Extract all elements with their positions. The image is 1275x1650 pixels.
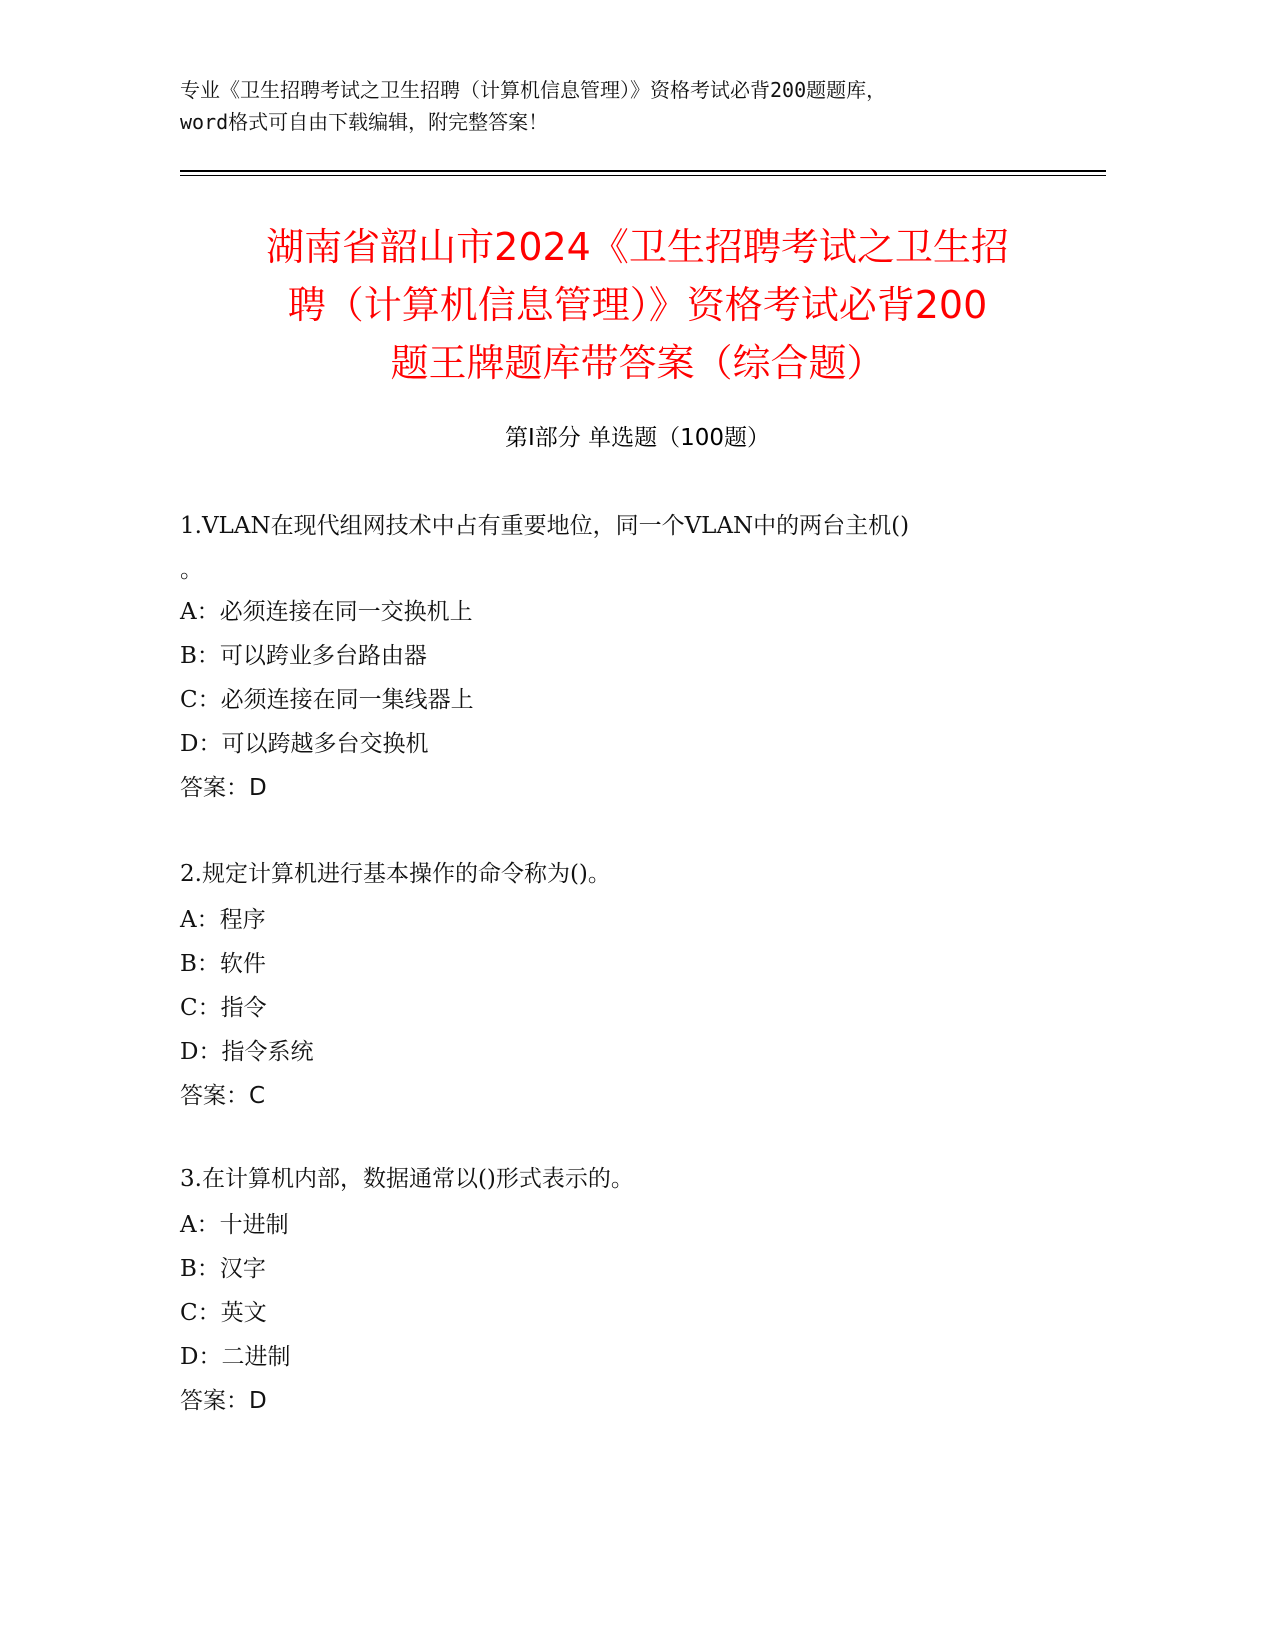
header-note-line-2: word格式可自由下载编辑，附完整答案！ xyxy=(180,110,549,134)
question-stem-continuation: 。 xyxy=(180,557,203,583)
option-d: D：指令系统 xyxy=(180,1039,314,1065)
section-title: 第Ⅰ部分 单选题（100题） xyxy=(505,425,770,451)
option-c: C：必须连接在同一集线器上 xyxy=(180,687,474,713)
document-title xyxy=(160,218,1115,392)
header-note-line-1: 专业《卫生招聘考试之卫生招聘（计算机信息管理）》资格考试必背200题题库， xyxy=(180,78,887,102)
option-a: A：十进制 xyxy=(180,1212,289,1238)
option-d: D：可以跨越多台交换机 xyxy=(180,731,429,757)
question-2 xyxy=(180,850,1080,1118)
option-b: B：可以跨业多台路由器 xyxy=(180,643,427,669)
answer: 答案：D xyxy=(180,1388,267,1414)
answer: 答案：C xyxy=(180,1083,266,1109)
document-title-line-1: 湖南省韶山市2024《卫生招聘考试之卫生招 xyxy=(266,225,1009,269)
document-title-line-2: 聘（计算机信息管理）》资格考试必背200 xyxy=(287,283,988,327)
document-title-line-3: 题王牌题库带答案（综合题） xyxy=(390,341,885,385)
answer: 答案：D xyxy=(180,775,267,801)
question-stem: 3.在计算机内部，数据通常以()形式表示的。 xyxy=(180,1166,634,1192)
option-d: D：二进制 xyxy=(180,1344,291,1370)
option-c: C：指令 xyxy=(180,995,267,1021)
option-b: B：汉字 xyxy=(180,1256,266,1282)
option-a: A：程序 xyxy=(180,907,266,933)
question-stem: 1.VLAN在现代组网技术中占有重要地位，同一个VLAN中的两台主机() xyxy=(180,513,910,539)
header-divider-thick xyxy=(180,170,1106,172)
option-c: C：英文 xyxy=(180,1300,267,1326)
header-divider-thin xyxy=(180,175,1106,176)
option-b: B：软件 xyxy=(180,951,266,977)
question-stem: 2.规定计算机进行基本操作的命令称为()。 xyxy=(180,861,611,887)
header-note xyxy=(180,74,1140,138)
question-1 xyxy=(180,502,1080,810)
question-3 xyxy=(180,1155,1080,1423)
option-a: A：必须连接在同一交换机上 xyxy=(180,599,473,625)
